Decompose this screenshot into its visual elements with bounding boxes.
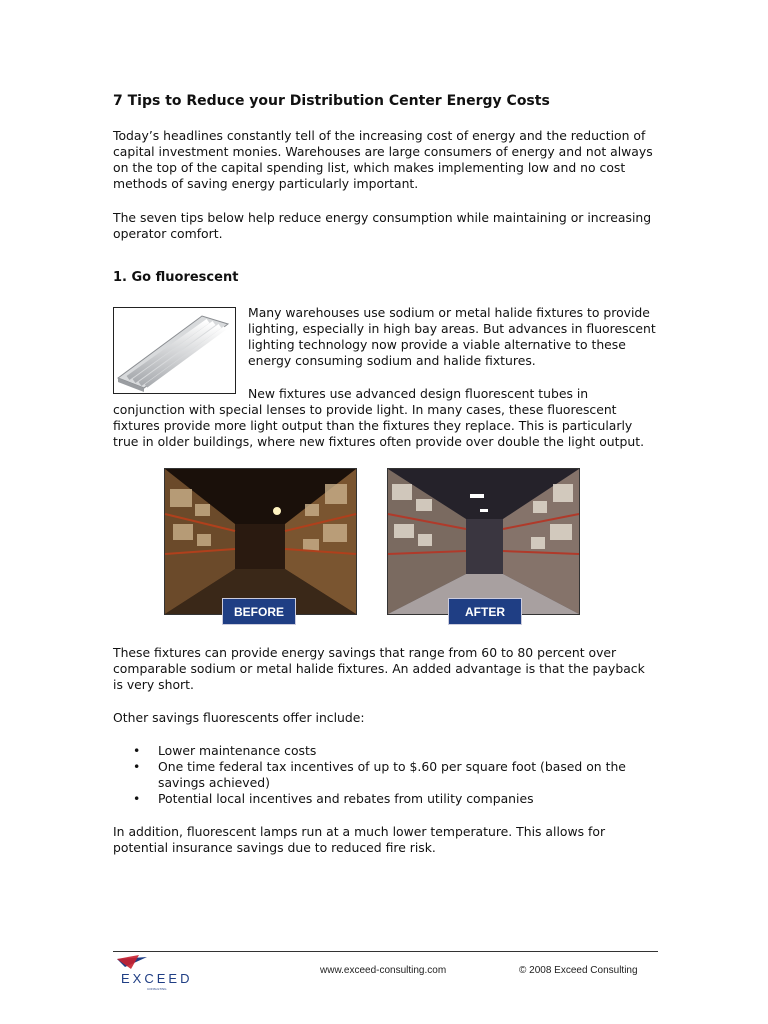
section-paragraph-5: In addition, fluorescent lamps run at a much lower temperature. This allows for potential insurance savings due to reduced fire risk. [113, 824, 606, 855]
warehouse-before-photo [164, 468, 357, 615]
after-label: AFTER [448, 598, 522, 625]
section-paragraph-1: Many warehouses use sodium or metal halide fixtures to provide lighting, especially in high bay areas. But advances in fluorescent lighting technology now provide a viable alternative to these energy consuming sodium and halide fixtures. [248, 305, 656, 368]
before-warehouse-image [165, 469, 356, 614]
savings-list [113, 743, 658, 807]
exceed-logo [113, 955, 193, 991]
footer-divider [113, 951, 658, 952]
footer-url: www.exceed-consulting.com [320, 965, 447, 976]
section-paragraph-4: Other savings fluorescents offer include: [113, 710, 365, 725]
warehouse-after-photo [387, 468, 580, 615]
footer-copyright: © 2008 Exceed Consulting [519, 965, 638, 976]
fixture-illustration [114, 308, 235, 393]
svg-text:CONSULTING: CONSULTING [147, 987, 167, 991]
logo-mark [113, 955, 193, 991]
svg-text:EXCEED: EXCEED [121, 971, 193, 986]
section-heading: 1. Go fluorescent [113, 270, 239, 285]
intro-paragraph-2: The seven tips below help reduce energy consumption while maintaining or increasing operator comfort. [113, 210, 652, 241]
list-item: • Potential local incentives and rebates from utility companies [113, 791, 658, 807]
page-title: 7 Tips to Reduce your Distribution Center Energy Costs [113, 93, 550, 109]
section-paragraph-2: New fixtures use advanced design fluorescent tubes in conjunction with special lenses to provide light. In many cases, these fluorescent fixtures provide more light output than the fixtures they replace. This is particularly true in older buildings, where new fixtures often provide over double the light output. [113, 386, 645, 449]
list-item: • One time federal tax incentives of up to $.60 per square foot (based on the savings achieved) [113, 759, 658, 791]
before-label: BEFORE [222, 598, 296, 625]
list-item: • Lower maintenance costs [113, 743, 658, 759]
after-warehouse-image [388, 469, 579, 614]
fluorescent-fixture-image [113, 307, 236, 394]
intro-paragraph: Today’s headlines constantly tell of the increasing cost of energy and the reduction of capital investment monies. Warehouses are large consumers of energy and not always on the top of the capital spending list, which makes implementing low and no cost methods of saving energy particularly important. [113, 128, 653, 191]
section-paragraph-3: These fixtures can provide energy savings that range from 60 to 80 percent over comparable sodium or metal halide fixtures. An added advantage is that the payback is very short. [113, 645, 645, 692]
